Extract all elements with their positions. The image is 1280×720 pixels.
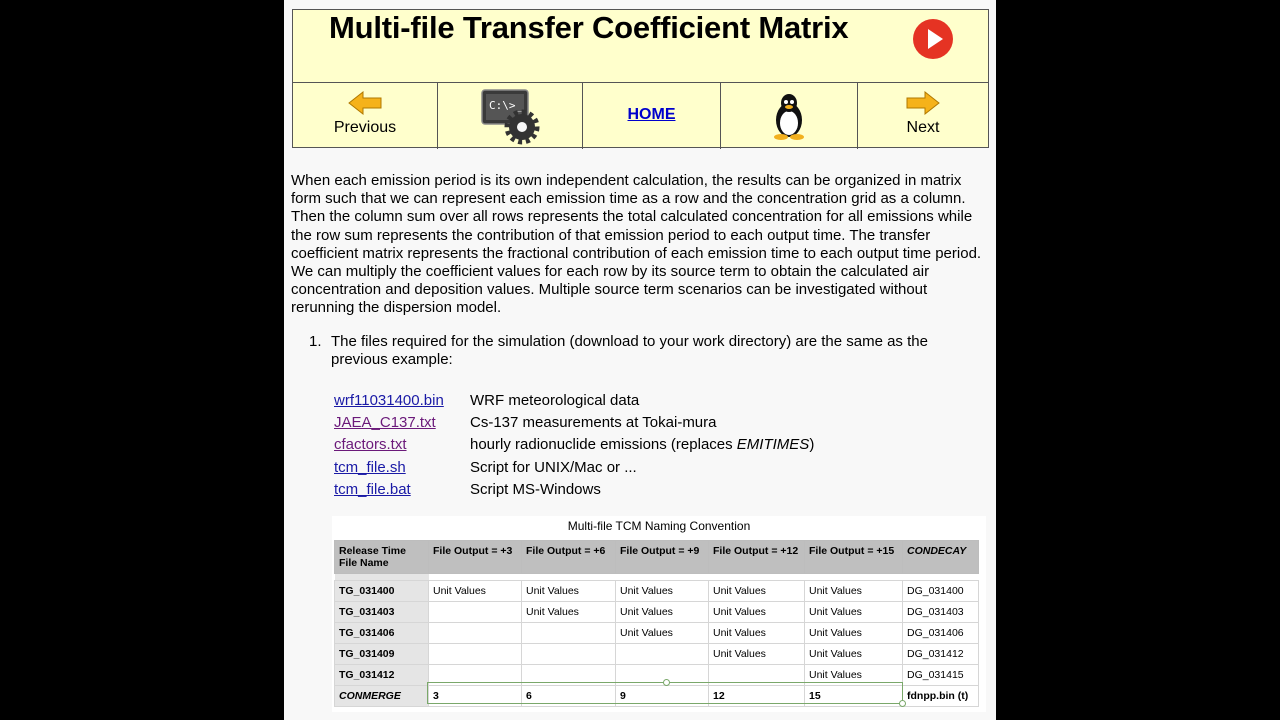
file-desc: Script for UNIX/Mac or ...: [470, 458, 637, 476]
table-cell[interactable]: DG_031406: [903, 623, 979, 644]
table-cell[interactable]: 15: [805, 686, 903, 707]
file-row: [334, 390, 814, 412]
table-cell[interactable]: [429, 665, 522, 686]
file-list: [334, 390, 814, 501]
table-cell[interactable]: 6: [522, 686, 616, 707]
table-cell[interactable]: [616, 644, 709, 665]
row-header-cell[interactable]: CONMERGE: [335, 686, 429, 707]
table-cell[interactable]: 9: [616, 686, 709, 707]
page-title: Multi-file Transfer Coefficient Matrix: [329, 10, 849, 45]
file-desc-text: hourly radionuclide emissions (replaces: [470, 436, 737, 454]
file-desc: [470, 434, 814, 456]
table-row: [335, 581, 979, 602]
header-cell: CONDECAY: [903, 541, 979, 574]
spacer-cell: [616, 574, 709, 581]
tcm-caption: Multi-file TCM Naming Convention: [567, 519, 751, 533]
svg-text:C:\>_: C:\>_: [489, 99, 523, 112]
intro-paragraph: When each emission period is its own independent calculation, the results can be organized in matrix form such that we can represent each emission time as a row and the concentration grid as a column. Then the column sum over all rows represents the total calculated concentration for all emissions while the row sum represents the contribution of that emission period to each output time. The transfer coefficient matrix represents the fractional contribution of each emission time to each output time period. We can multiply the coefficient values for each row by its source term to obtain the calculated air concentration and deposition values. Multiple source term scenarios can be investigated without rerunning the dispersion model.: [291, 172, 982, 317]
spacer-cell: [429, 574, 522, 581]
header-cell: File Output = +12: [709, 541, 805, 574]
next-label: Next: [906, 119, 940, 136]
header-cell: File Output = +6: [522, 541, 616, 574]
table-row: [335, 623, 979, 644]
table-cell[interactable]: Unit Values: [522, 602, 616, 623]
table-cell[interactable]: [429, 644, 522, 665]
table-cell[interactable]: Unit Values: [709, 602, 805, 623]
spacer-cell: [335, 574, 429, 581]
file-link-tcm-sh[interactable]: tcm_file.sh: [334, 458, 406, 476]
previous-label: Previous: [333, 119, 397, 136]
spacer-cell: [805, 574, 903, 581]
tcm-table: [334, 540, 979, 707]
right-arrow-icon: [906, 91, 940, 115]
file-row: [334, 434, 814, 456]
table-row: [335, 644, 979, 665]
nav-bar: [293, 82, 988, 149]
row-header-cell[interactable]: TG_031406: [335, 623, 429, 644]
table-row: [335, 665, 979, 686]
file-link-jaea[interactable]: JAEA_C137.txt: [334, 414, 436, 432]
table-cell[interactable]: [709, 665, 805, 686]
table-cell[interactable]: Unit Values: [616, 602, 709, 623]
table-cell[interactable]: Unit Values: [805, 644, 903, 665]
row-header-cell[interactable]: TG_031412: [335, 665, 429, 686]
header-cell: Release Time File Name: [335, 541, 429, 574]
step-text: The files required for the simulation (download to your work directory) are the same as the previous example:: [331, 333, 928, 369]
table-cell[interactable]: [522, 644, 616, 665]
table-cell[interactable]: 12: [709, 686, 805, 707]
file-desc: WRF meteorological data: [470, 392, 640, 409]
table-cell[interactable]: Unit Values: [709, 623, 805, 644]
linux-penguin-icon: [769, 92, 809, 140]
file-link-tcm-bat[interactable]: tcm_file.bat: [334, 480, 411, 498]
table-cell[interactable]: DG_031415: [903, 665, 979, 686]
table-cell[interactable]: DG_031412: [903, 644, 979, 665]
header-cell: File Output = +15: [805, 541, 903, 574]
table-cell[interactable]: Unit Values: [805, 623, 903, 644]
spacer-cell: [709, 574, 805, 581]
spacer-cell: [522, 574, 616, 581]
table-cell[interactable]: Unit Values: [709, 644, 805, 665]
table-cell[interactable]: [429, 623, 522, 644]
file-row: [334, 457, 814, 479]
file-desc: Cs-137 measurements at Tokai-mura: [470, 414, 717, 432]
home-link[interactable]: HOME: [627, 106, 676, 123]
header-cell: File Output = +9: [616, 541, 709, 574]
next-button[interactable]: [858, 83, 988, 149]
table-cell[interactable]: 3: [429, 686, 522, 707]
table-cell[interactable]: fdnpp.bin (t): [903, 686, 979, 707]
table-cell[interactable]: [429, 602, 522, 623]
header-box: [292, 9, 989, 148]
left-arrow-icon: [348, 91, 382, 115]
row-header-cell[interactable]: TG_031403: [335, 602, 429, 623]
table-spacer-row: [335, 574, 979, 581]
file-link-wrf[interactable]: wrf11031400.bin: [334, 392, 444, 409]
header-cell: File Output = +3: [429, 541, 522, 574]
table-cell[interactable]: [522, 623, 616, 644]
step-number: 1.: [309, 333, 322, 350]
web-page: [284, 0, 996, 720]
linux-button[interactable]: [721, 83, 858, 149]
table-cell[interactable]: Unit Values: [805, 665, 903, 686]
file-row: [334, 479, 814, 501]
file-desc-emphasis: EMITIMES: [736, 436, 810, 454]
row-header-cell[interactable]: TG_031409: [335, 644, 429, 665]
table-row: [335, 602, 979, 623]
table-cell[interactable]: Unit Values: [522, 581, 616, 602]
file-desc: Script MS-Windows: [470, 480, 601, 498]
table-cell[interactable]: DG_031403: [903, 602, 979, 623]
terminal-button[interactable]: [438, 83, 583, 149]
table-cell[interactable]: [522, 665, 616, 686]
previous-button[interactable]: [293, 83, 438, 149]
file-row: [334, 412, 814, 434]
tcm-naming-figure: [332, 516, 986, 712]
table-cell[interactable]: Unit Values: [616, 581, 709, 602]
row-header-cell[interactable]: TG_031400: [335, 581, 429, 602]
table-cell[interactable]: Unit Values: [805, 602, 903, 623]
file-desc-text: ): [809, 436, 815, 454]
table-header-row: [335, 541, 979, 574]
table-cell[interactable]: Unit Values: [616, 623, 709, 644]
table-cell[interactable]: Unit Values: [805, 581, 903, 602]
play-icon[interactable]: [913, 19, 953, 59]
spacer-cell: [903, 574, 979, 581]
table-cell[interactable]: [616, 665, 709, 686]
table-cell[interactable]: DG_031400: [903, 581, 979, 602]
terminal-gear-icon: [478, 87, 544, 145]
table-cell[interactable]: Unit Values: [709, 581, 805, 602]
table-row: [335, 686, 979, 707]
table-cell[interactable]: Unit Values: [429, 581, 522, 602]
file-link-cfactors[interactable]: cfactors.txt: [334, 436, 407, 454]
home-cell: [583, 83, 721, 149]
